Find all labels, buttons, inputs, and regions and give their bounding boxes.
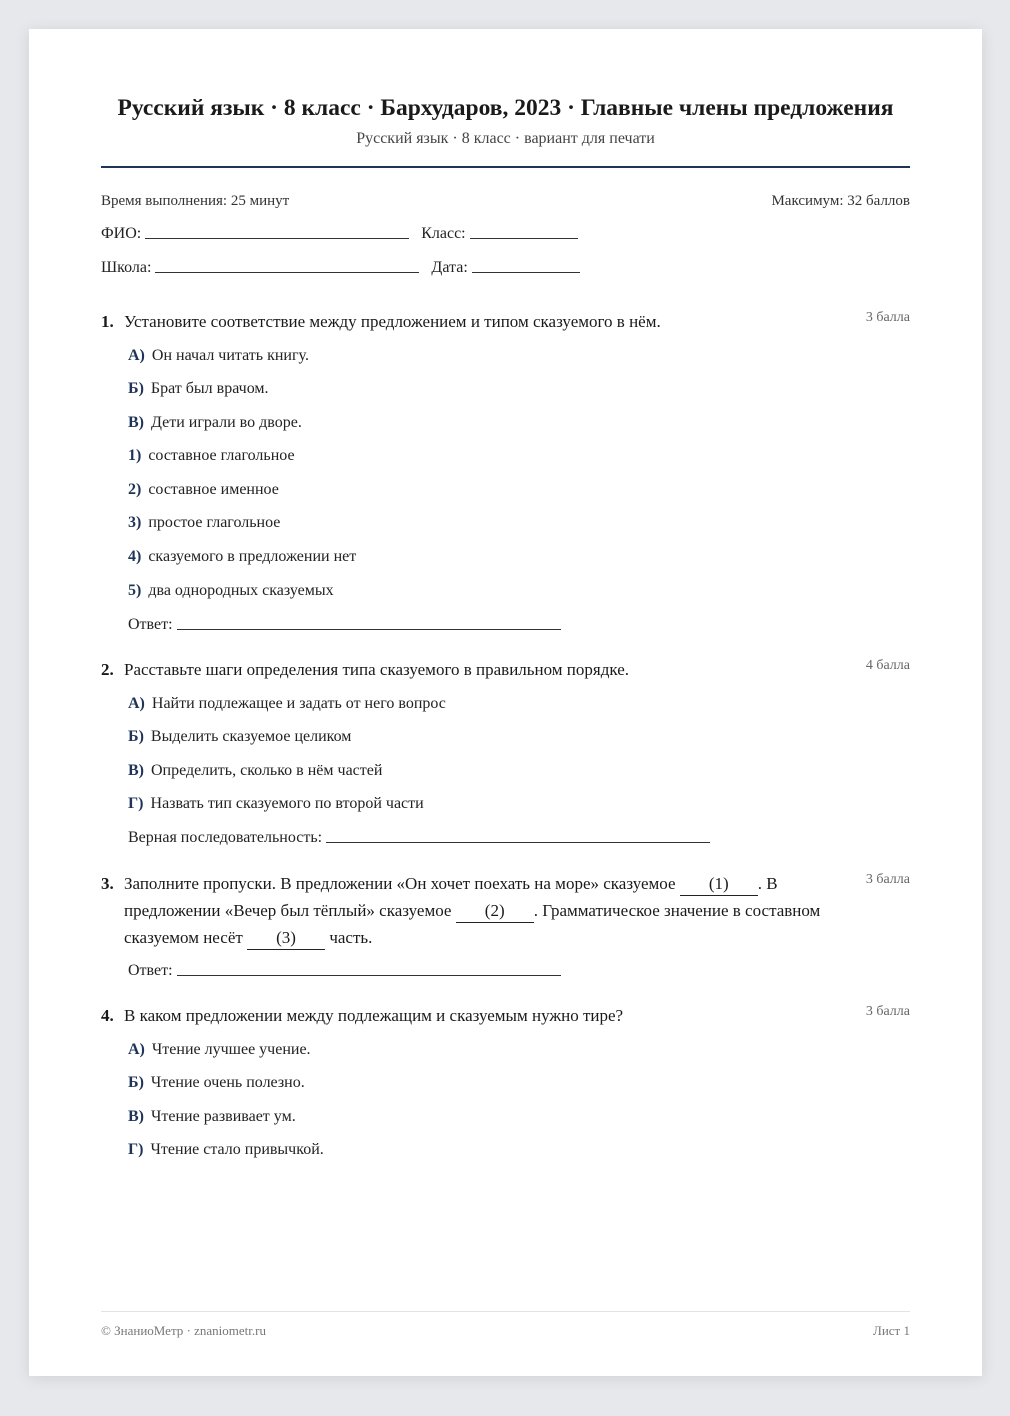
option-label: А) bbox=[128, 347, 145, 364]
question-number: 3. bbox=[101, 874, 114, 893]
date-label: Дата: bbox=[431, 259, 468, 276]
question-2 bbox=[101, 656, 910, 683]
question-4 bbox=[101, 1002, 910, 1029]
fio-field[interactable] bbox=[145, 237, 409, 239]
class-label: Класс: bbox=[421, 225, 466, 242]
option-item bbox=[128, 762, 382, 780]
header-divider bbox=[101, 166, 910, 168]
page-title: Русский язык · 8 класс · Бархударов, 2023 · Главные члены предложения bbox=[117, 95, 894, 121]
sequence-answer-field[interactable] bbox=[326, 841, 710, 843]
option-text: Брат был врачом. bbox=[150, 380, 269, 397]
option-item bbox=[128, 347, 309, 365]
gap-2-field[interactable]: (2) bbox=[456, 900, 534, 923]
page-footer bbox=[101, 1323, 910, 1339]
option-label: В) bbox=[128, 1108, 144, 1125]
meta-row bbox=[101, 193, 910, 210]
option-item bbox=[128, 695, 446, 713]
name-class-row bbox=[101, 225, 578, 243]
question-1 bbox=[101, 308, 910, 335]
footer-divider bbox=[101, 1311, 910, 1312]
option-item bbox=[128, 514, 280, 532]
page-number: Лист 1 bbox=[873, 1323, 910, 1338]
question-points: 3 балла bbox=[865, 310, 910, 325]
option-text: Назвать тип сказуемого по второй части bbox=[150, 795, 424, 812]
answer-label: Ответ: bbox=[128, 962, 173, 979]
page-subtitle: Русский язык · 8 класс · вариант для печати bbox=[356, 130, 655, 147]
answer-field[interactable] bbox=[177, 628, 561, 630]
option-label: Б) bbox=[128, 380, 144, 397]
option-label: Г) bbox=[128, 1141, 144, 1158]
option-item bbox=[128, 795, 424, 813]
option-label: Б) bbox=[128, 728, 144, 745]
answer-row bbox=[128, 616, 561, 634]
footer-copyright: © ЗнаниоМетр · znaniometr.ru bbox=[101, 1323, 266, 1338]
answer-row bbox=[128, 962, 561, 980]
option-label: 1) bbox=[128, 447, 142, 464]
question-number: 2. bbox=[101, 660, 114, 679]
date-field[interactable] bbox=[472, 271, 580, 273]
option-label: А) bbox=[128, 1041, 145, 1058]
option-label: А) bbox=[128, 695, 145, 712]
question-text: Расставьте шаги определения типа сказуемого в правильном порядке. bbox=[124, 660, 630, 679]
option-text: Чтение лучшее учение. bbox=[151, 1041, 311, 1058]
school-label: Школа: bbox=[101, 259, 152, 276]
question-number: 4. bbox=[101, 1006, 114, 1025]
option-text: составное глагольное bbox=[148, 447, 295, 464]
time-limit: Время выполнения: 25 минут bbox=[101, 193, 290, 209]
option-text: Чтение очень полезно. bbox=[150, 1074, 305, 1091]
option-label: В) bbox=[128, 762, 144, 779]
option-text: Чтение развивает ум. bbox=[151, 1108, 296, 1125]
answer-field[interactable] bbox=[177, 974, 561, 976]
sequence-answer-row bbox=[128, 829, 710, 847]
max-score: Максимум: 32 баллов bbox=[771, 193, 910, 209]
gap-3-field[interactable]: (3) bbox=[247, 927, 325, 950]
option-text: Дети играли во дворе. bbox=[151, 414, 302, 431]
option-text: Выделить сказуемое целиком bbox=[150, 728, 352, 745]
option-label: Б) bbox=[128, 1074, 144, 1091]
gap-1-field[interactable]: (1) bbox=[680, 873, 758, 896]
fio-label: ФИО: bbox=[101, 225, 142, 242]
option-text: сказуемого в предложении нет bbox=[148, 548, 357, 565]
option-item bbox=[128, 380, 269, 398]
question-text: Установите соответствие между предложением и типом сказуемого в нём. bbox=[124, 312, 661, 331]
option-label: 3) bbox=[128, 514, 142, 531]
option-item bbox=[128, 582, 334, 600]
question-number: 1. bbox=[101, 312, 114, 331]
question-text: Заполните пропуски. В предложении «Он хочет поехать на море» сказуемое (1) . В предложении «Вечер был тёплый» сказуемое (2) . Грамматическое значение в составном сказуемом несёт (3) часть. bbox=[124, 870, 824, 951]
school-date-row bbox=[101, 259, 580, 277]
option-text: Чтение стало привычкой. bbox=[150, 1141, 324, 1158]
option-item bbox=[128, 481, 279, 499]
option-item bbox=[128, 548, 356, 566]
option-item bbox=[128, 414, 302, 432]
question-3 bbox=[101, 870, 910, 951]
answer-label: Верная последовательность: bbox=[128, 829, 323, 846]
option-item bbox=[128, 1074, 305, 1092]
option-label: 5) bbox=[128, 582, 142, 599]
question-points: 4 балла bbox=[865, 658, 910, 673]
question-points: 3 балла bbox=[865, 872, 910, 887]
school-field[interactable] bbox=[155, 271, 419, 273]
option-item bbox=[128, 1041, 311, 1059]
option-text: простое глагольное bbox=[148, 514, 281, 531]
option-text: Он начал читать книгу. bbox=[151, 347, 309, 364]
option-text: Найти подлежащее и задать от него вопрос bbox=[151, 695, 446, 712]
option-text: составное именное bbox=[148, 481, 279, 498]
option-text: два однородных сказуемых bbox=[148, 582, 334, 599]
option-label: 4) bbox=[128, 548, 142, 565]
option-label: Г) bbox=[128, 795, 144, 812]
worksheet-page bbox=[29, 29, 982, 1376]
option-label: В) bbox=[128, 414, 144, 431]
question-text: В каком предложении между подлежащим и сказуемым нужно тире? bbox=[124, 1006, 624, 1025]
option-item bbox=[128, 728, 351, 746]
option-item bbox=[128, 447, 295, 465]
option-item bbox=[128, 1141, 324, 1159]
option-text: Определить, сколько в нём частей bbox=[151, 762, 383, 779]
option-item bbox=[128, 1108, 296, 1126]
option-label: 2) bbox=[128, 481, 142, 498]
answer-label: Ответ: bbox=[128, 616, 173, 633]
class-field[interactable] bbox=[470, 237, 578, 239]
question-points: 3 балла bbox=[865, 1004, 910, 1019]
